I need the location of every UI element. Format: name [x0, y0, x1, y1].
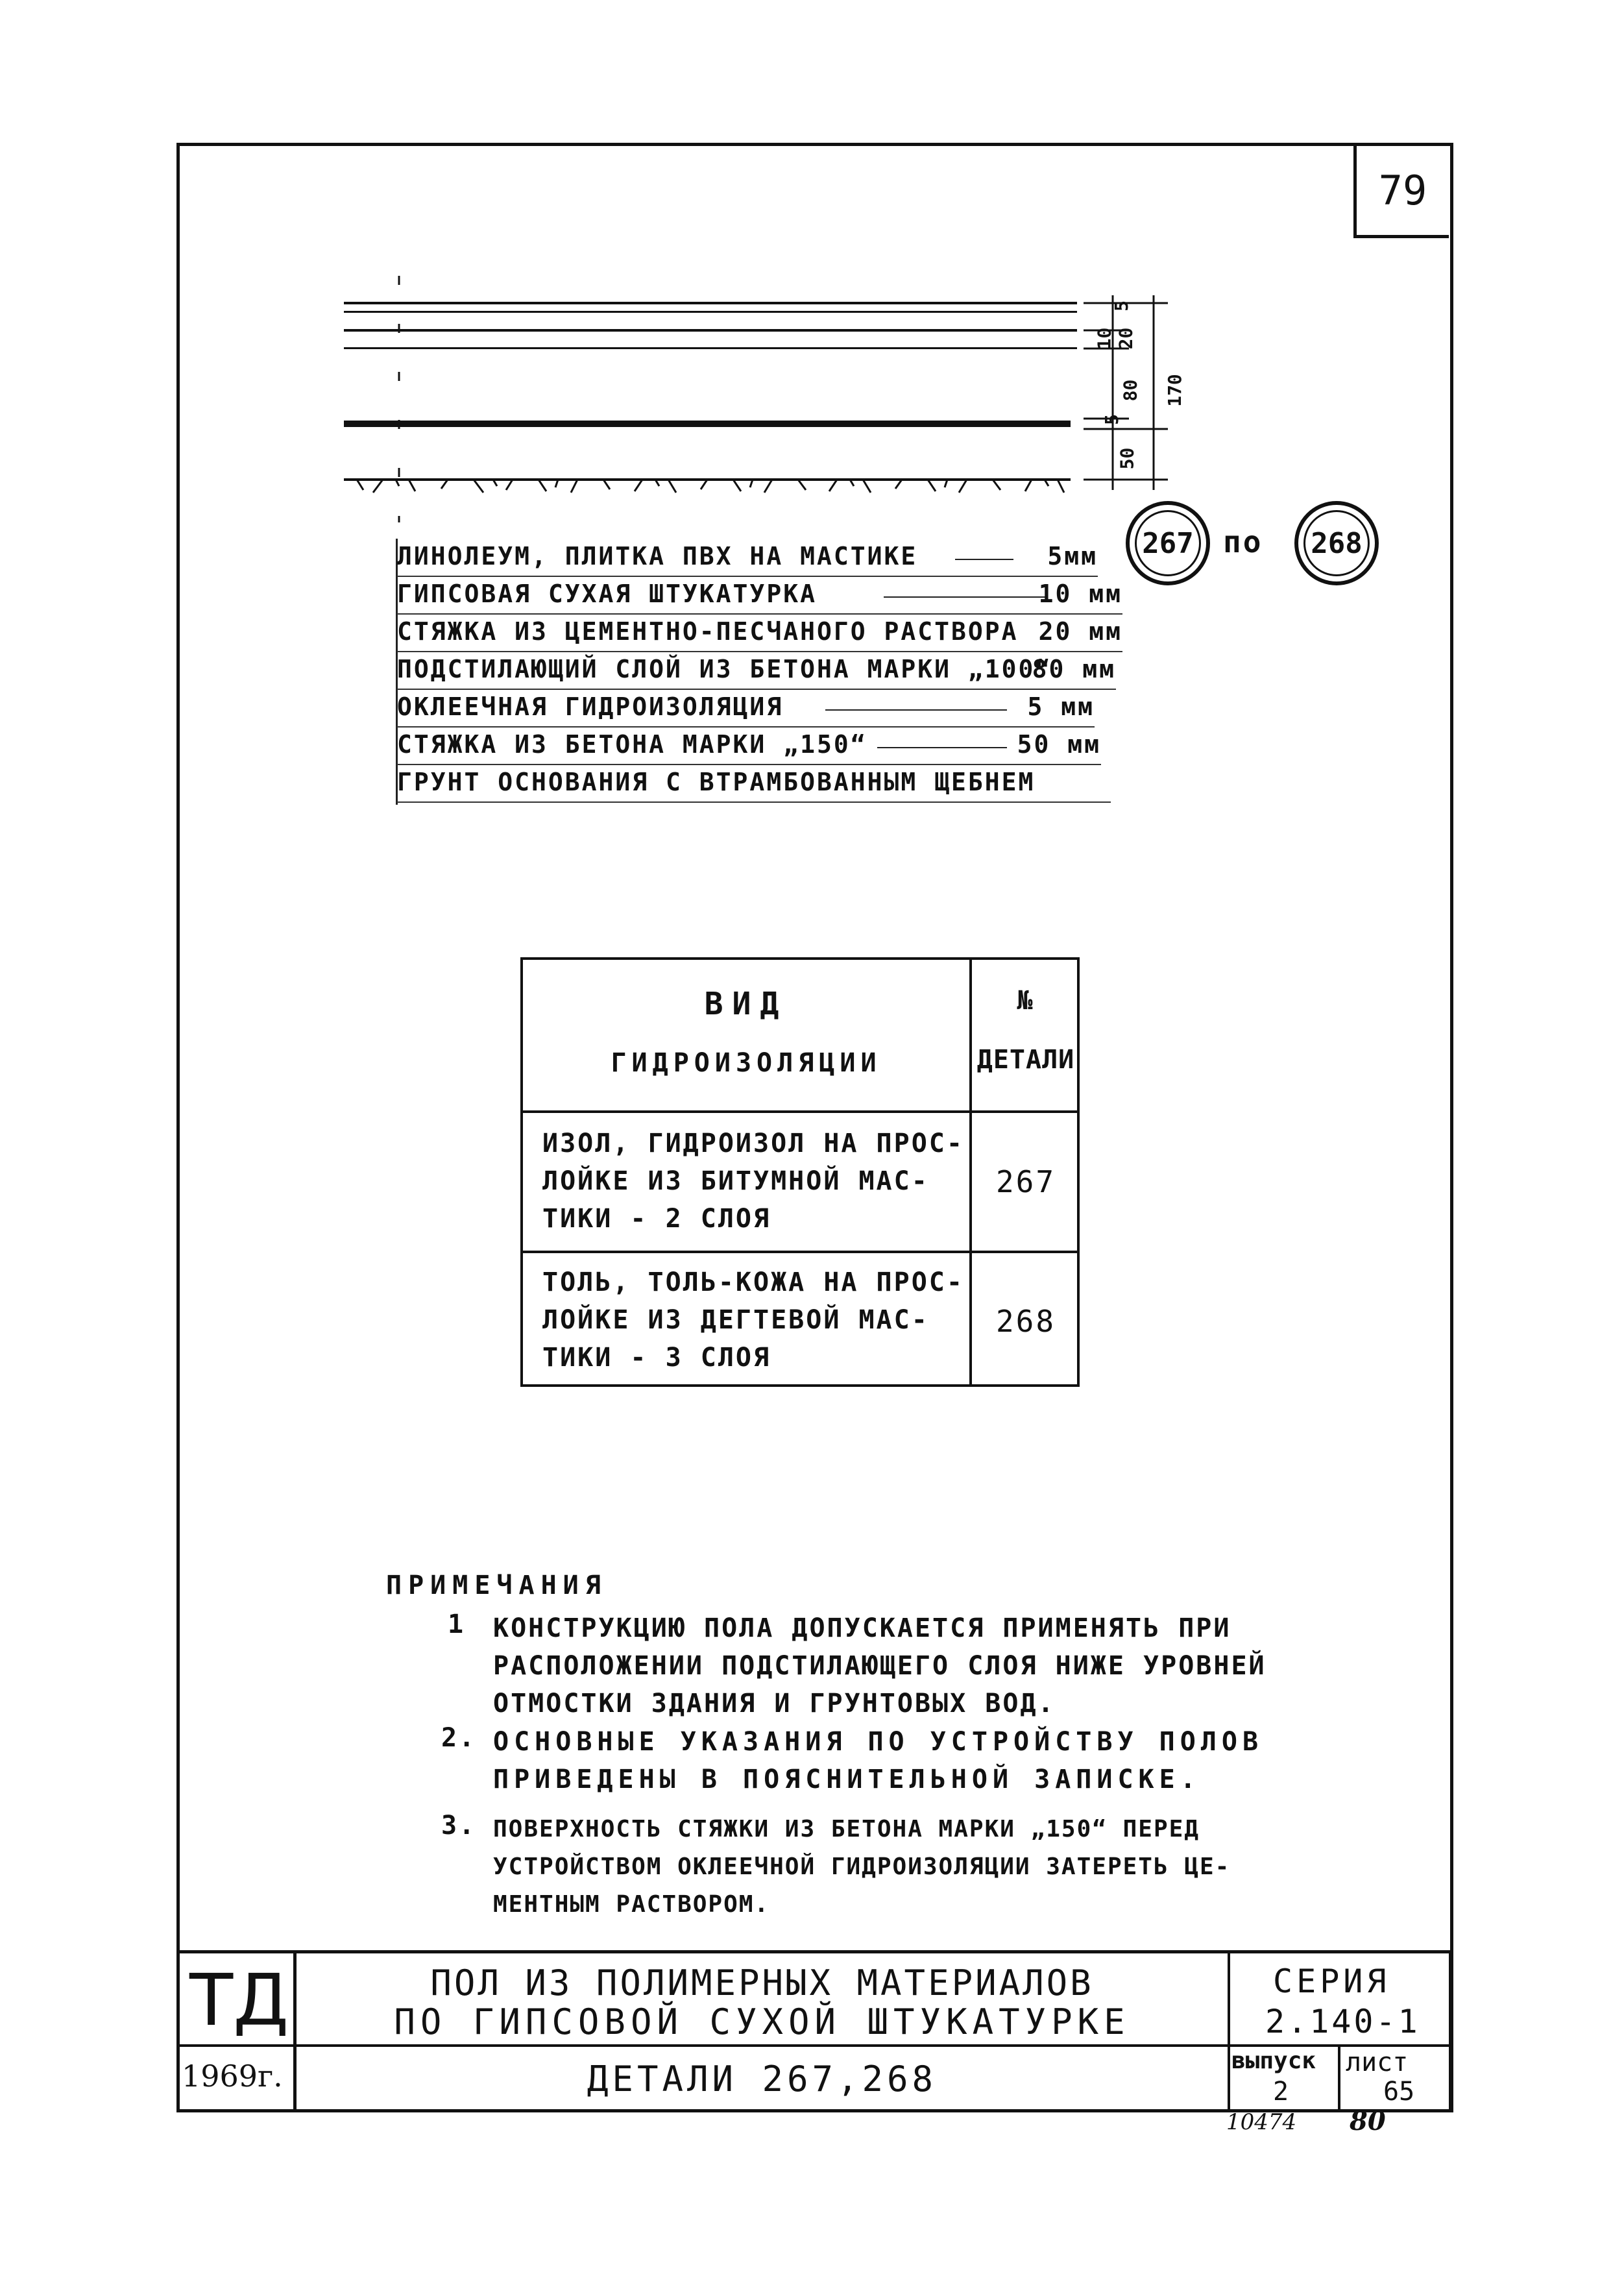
drawing-subtitle: ДЕТАЛИ 267,268	[587, 2059, 938, 2099]
dimension-lines	[1077, 295, 1226, 503]
handwritten-note: 10474	[1226, 2109, 1297, 2135]
legend-value: 20 мм	[1038, 617, 1122, 646]
waterproofing-table	[520, 957, 1080, 1387]
table-cell-detail: 268	[995, 1304, 1056, 1339]
note-line: ПРИВЕДЕНЫ В ПОЯСНИТЕЛЬНОЙ ЗАПИСКЕ.	[493, 1765, 1201, 1794]
legend-label: ГРУНТ ОСНОВАНИЯ С ВТРАМБОВАННЫМ ЩЕБНЕМ	[397, 768, 1036, 796]
legend-label: ГИПСОВАЯ СУХАЯ ШТУКАТУРКА	[397, 580, 817, 608]
legend-value: 80 мм	[1032, 655, 1116, 683]
table-header-text: ГИДРОИЗОЛЯЦИИ	[611, 1048, 882, 1078]
detail-marker-label: 267	[1135, 510, 1201, 576]
legend-row	[397, 768, 1111, 803]
table-divider	[523, 1251, 1077, 1253]
title-block	[176, 1950, 1452, 2112]
legend-label: СТЯЖКА ИЗ ЦЕМЕНТНО-ПЕСЧАНОГО РАСТВОРА	[397, 617, 1019, 646]
legend-row	[397, 655, 1116, 690]
layer-line	[344, 347, 1077, 349]
title-block-divider	[176, 2044, 1452, 2047]
layer-line	[344, 311, 1077, 313]
table-cell-text: ТИКИ - 3 СЛОЯ	[542, 1343, 771, 1373]
ground-hatching	[344, 480, 1077, 499]
dimension-label: 170	[1163, 374, 1185, 407]
note-line: РАСПОЛОЖЕНИИ ПОДСТИЛАЮЩЕГО СЛОЯ НИЖЕ УРОВНЕЙ	[493, 1651, 1266, 1681]
table-cell-text: ТОЛЬ, ТОЛЬ-КОЖА НА ПРОС-	[542, 1267, 964, 1297]
title-block-divider	[1228, 1953, 1230, 2112]
note-text	[493, 1609, 1266, 1722]
legend-value: 5мм	[1047, 542, 1098, 570]
table-divider	[523, 1110, 1077, 1113]
layer-line	[344, 302, 1077, 304]
org-logo: ТД	[189, 1959, 289, 2042]
series-label: СЕРИЯ	[1273, 1963, 1390, 2000]
legend-label: ЛИНОЛЕУМ, ПЛИТКА ПВХ НА МАСТИКЕ	[397, 542, 918, 570]
dimension-label: 5	[1110, 300, 1132, 312]
table-row	[542, 1125, 964, 1238]
issue-label: выпуск	[1231, 2048, 1316, 2074]
section-axis	[396, 276, 402, 522]
table-cell-text: ТИКИ - 2 СЛОЯ	[542, 1204, 771, 1234]
sheet-label: лист	[1346, 2048, 1409, 2077]
detail-marker-267	[1126, 501, 1210, 585]
dimension-label: 20	[1115, 327, 1137, 350]
legend-row	[397, 730, 1101, 765]
table-header-text: ВИД	[704, 986, 788, 1022]
drawing-title-line2: ПО ГИПСОВОЙ СУХОЙ ШТУКАТУРКЕ	[394, 2001, 1130, 2042]
layer-diagram	[344, 295, 1226, 503]
title-block-divider	[1338, 2044, 1340, 2112]
layer-line-thick	[344, 421, 1071, 427]
issue-value: 2	[1273, 2077, 1289, 2107]
legend-value: 10 мм	[1038, 580, 1122, 608]
legend-row	[397, 692, 1095, 728]
legend-value: 5 мм	[1027, 692, 1095, 721]
dimension-label: 10	[1093, 327, 1115, 350]
table-cell-detail: 267	[995, 1164, 1056, 1199]
sheet-number: 79	[1353, 146, 1449, 238]
table-row	[542, 1264, 964, 1376]
marker-connector: по	[1223, 524, 1263, 559]
note-number: 1	[448, 1609, 466, 1639]
legend-row	[397, 580, 1122, 615]
notes-heading: ПРИМЕЧАНИЯ	[386, 1571, 607, 1600]
table-cell-text: ЛОЙКЕ ИЗ БИТУМНОЙ МАС-	[542, 1166, 929, 1196]
note-line: МЕНТНЫМ РАСТВОРОМ.	[493, 1891, 770, 1918]
legend-label: ПОДСТИЛАЮЩИЙ СЛОЙ ИЗ БЕТОНА МАРКИ „100“	[397, 655, 1052, 683]
note-number: 3.	[441, 1811, 477, 1841]
table-header-detail	[972, 986, 1080, 1075]
dimension-label: 5	[1100, 414, 1122, 425]
legend-row	[397, 542, 1098, 577]
drawing-title-line1: ПОЛ ИЗ ПОЛИМЕРНЫХ МАТЕРИАЛОВ	[430, 1963, 1094, 2003]
note-line: ПОВЕРХНОСТЬ СТЯЖКИ ИЗ БЕТОНА МАРКИ „150“ ПЕРЕД	[493, 1816, 1200, 1842]
note-line: УСТРОЙСТВОМ ОКЛЕЕЧНОЙ ГИДРОИЗОЛЯЦИИ ЗАТЕРЕТЬ ЦЕ-	[493, 1853, 1231, 1880]
table-cell-text: ЛОЙКЕ ИЗ ДЕГТЕВОЙ МАС-	[542, 1305, 929, 1335]
legend-label: ОКЛЕЕЧНАЯ ГИДРОИЗОЛЯЦИЯ	[397, 692, 784, 721]
table-header-text: ДЕТАЛИ	[976, 1045, 1075, 1075]
detail-marker-268	[1294, 501, 1379, 585]
detail-marker-label: 268	[1303, 510, 1370, 576]
note-text	[493, 1723, 1263, 1798]
dimension-label: 50	[1116, 447, 1138, 470]
note-line: КОНСТРУКЦИЮ ПОЛА ДОПУСКАЕТСЯ ПРИМЕНЯТЬ ПРИ	[493, 1613, 1231, 1643]
title-block-border	[176, 1953, 180, 2112]
note-line: ОТМОСТКИ ЗДАНИЯ И ГРУНТОВЫХ ВОД.	[493, 1689, 1056, 1718]
note-number: 2.	[441, 1723, 477, 1753]
dimension-label: 80	[1119, 379, 1141, 402]
legend-row	[397, 617, 1122, 652]
table-header-text: №	[1017, 986, 1035, 1016]
legend-value: 50 мм	[1017, 730, 1101, 759]
handwritten-note: 80	[1350, 2106, 1386, 2136]
series-value: 2.140-1	[1265, 2003, 1420, 2040]
year: 1969г.	[182, 2059, 283, 2094]
layer-line	[344, 329, 1077, 332]
table-cell-text: ИЗОЛ, ГИДРОИЗОЛ НА ПРОС-	[542, 1129, 964, 1158]
table-header-type	[523, 986, 969, 1078]
note-line: ОСНОВНЫЕ УКАЗАНИЯ ПО УСТРОЙСТВУ ПОЛОВ	[493, 1727, 1264, 1757]
title-block-border	[1449, 1953, 1452, 2112]
sheet-value: 65	[1383, 2077, 1415, 2107]
note-text	[493, 1811, 1230, 1924]
legend-label: СТЯЖКА ИЗ БЕТОНА МАРКИ „150“	[397, 730, 867, 759]
